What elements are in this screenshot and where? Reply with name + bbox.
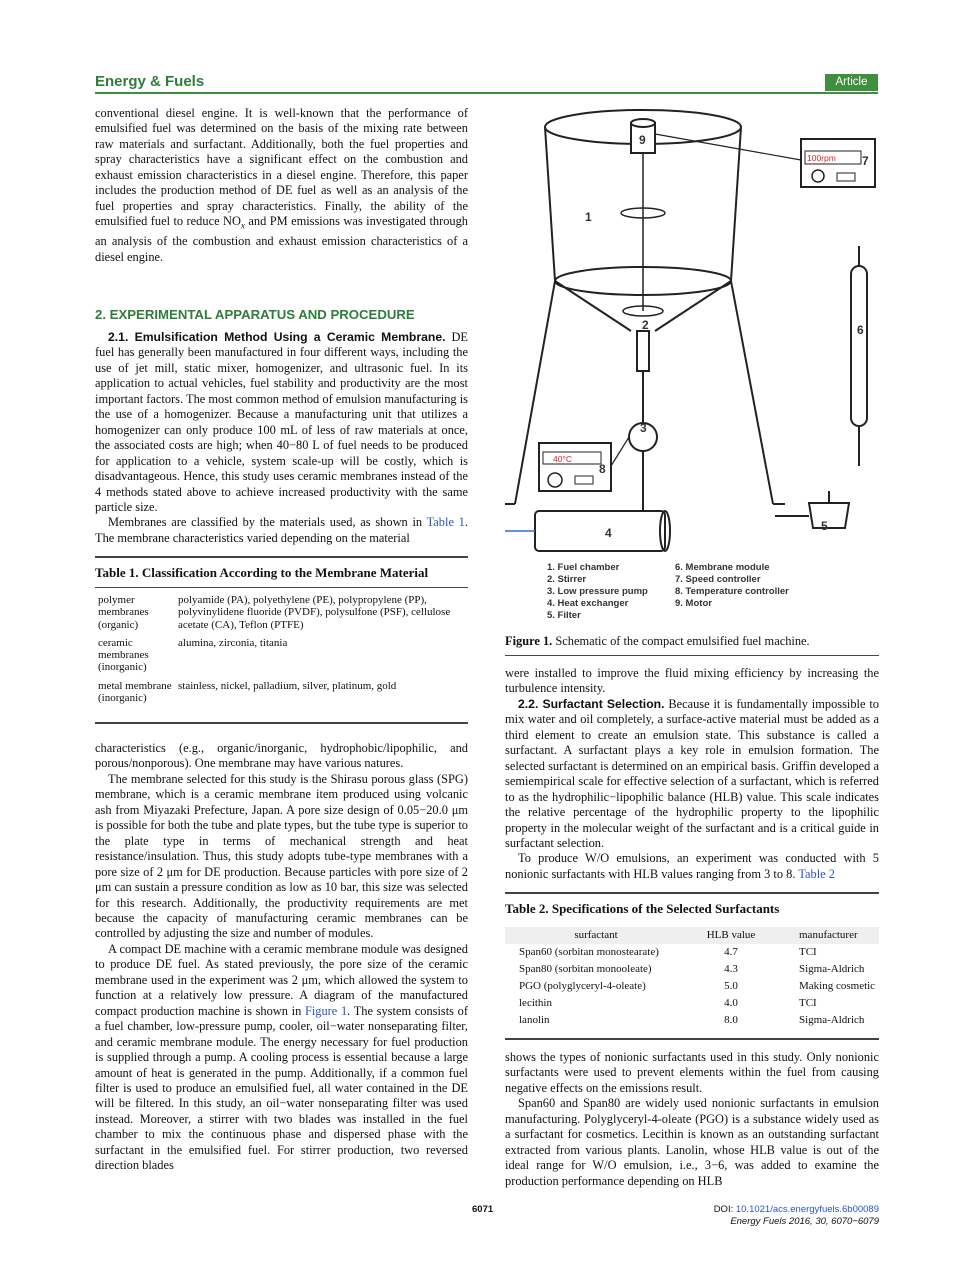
- table2-cell: 4.3: [724, 963, 738, 975]
- table1-type-cell: metal membrane (inorganic): [98, 679, 172, 705]
- intro-paragraph: conventional diesel engine. It is well-known that the performance of emulsified fuel was determined on the basis of the mixing rate between raw materials and surfactant. Additionally, both the fuel properties and spray characteristics have a significant effect on the combustion and exhaust emission characteristics in a diesel engine. Therefore, this paper includes the production method of DE fuel as well as an analysis of the fuel properties and spray characteristics. Finally, the ability of the emulsified fuel to reduce $NO_x$ and PM emissions was investigated through an analysis of the combustion and exhaust emission characteristics of a diesel engine.: [95, 106, 468, 264]
- table2-cell: 4.0: [724, 997, 738, 1009]
- label-2: 2: [642, 318, 649, 332]
- label-7: 7: [862, 154, 869, 168]
- heat-exchanger: [535, 511, 665, 551]
- subsection-2-2-heading: 2.2. Surfactant Selection.: [518, 696, 665, 711]
- figure1-rule: [505, 655, 879, 656]
- left-body-text: characteristics (e.g., organic/inorganic, hydrophobic/lipophilic, and porous/nonporous). One membrane may have various natures. The membrane selected for this study is the Shirasu porous glass (SPG) membrane, which is a ceramic membrane item produced using volcanic ash from Miyazaki Prefecture, Japan. A pore size design of 0.05−20.0 μm is possible for both the tube and plate types, but the tube type is superior to the plate type in terms of mechanical strength and heat resistance/insulation. Thus, this study adopts tube-type membranes with a pore size of 2 μm for DE production. Because particles with pore size of 2 μm can sustain a pressure condition as low as 10 bar, this size was selected for this research. Additionally, the productivity requirements are met because the capacity of manufacturing ceramic membranes can be controlled by adjusting the size and number of modules. A compact DE machine with a ceramic membrane module was designed to produce DE fuel. As stated previously, the pore size of the ceramic membrane used in the experiment was 2 μm, which allowed the system to function at a relatively low pressure. A diagram of the manufactured compact production machine is shown in Figure 1. The system consists of a fuel chamber, low-pressure pump, cooler, oil−water nonseparating filter, and ceramic membrane module. The energy necessary for fuel production is supplied through a pump. A cooling process is essential because a large amount of heat is generated in the pump. Additionally, if a common fuel filter is used to produce an emulsified fuel, all water contained in the DE will be filtered. In this study, an oil−water nonseparating filter was used instead. Moreover, a stirrer with two blades was installed in the fuel chamber to mix the continuous phase and dispersed phase with the surfactant in the emulsified fuel. For stirrer production, two reversed direction blades: [95, 741, 468, 1173]
- table2-cell: TCI: [799, 946, 817, 958]
- right-leg: [731, 281, 773, 504]
- table2-cell: Making cosmetic: [799, 980, 876, 992]
- citation: Energy Fuels 2016, 30, 6070−6079: [730, 1216, 879, 1227]
- table1-bottom-rule: [95, 722, 468, 724]
- article-type-badge: Article: [825, 74, 878, 91]
- section-2-1-text: 2.1. Emulsification Method Using a Ceramic Membrane. DE fuel has generally been manufactured in four different ways, including the use of jet mill, static mixer, homogenizer, and ultrasonic fuel. In its application to actual vehicles, fuel stability and productivity are the most important factors. The most common method of emulsion manufacturing is the use of a homogenizer. Because a manufacturing unit that utilizes a homogenizer can only produce 100 mL of less of raw materials at once, the associated costs are high; when 40−80 L of fuel needs to be produced for application to a vehicle, system scale-up will be costly, which is disadvantageous. Hence, this study uses ceramic membranes instead of the 4 methods stated above to achieve increased productivity with the same particle size. Membranes are classified by the materials used, as shown in Table 1. The membrane characteristics varied depending on the material: [95, 330, 468, 545]
- table2-top-rule: [505, 892, 879, 894]
- table2-header: HLB value: [706, 929, 756, 941]
- table2-cell: PGO (polyglyceryl-4-oleate): [519, 980, 646, 992]
- legend-1: 1. Fuel chamber: [547, 562, 620, 573]
- legend-3: 3. Low pressure pump: [547, 586, 648, 597]
- chamber-left-wall: [545, 127, 555, 281]
- table1-row: [98, 637, 468, 680]
- table2-cell: Sigma-Aldrich: [799, 1014, 865, 1026]
- table2-cell: Sigma-Aldrich: [799, 963, 865, 975]
- legend-4: 4. Heat exchanger: [547, 598, 629, 609]
- figure1-schematic: [505, 96, 879, 626]
- label-1: 1: [585, 210, 592, 224]
- figure1-link[interactable]: Figure 1: [304, 1003, 348, 1018]
- table1-mid-rule: [95, 587, 468, 588]
- table2-cell: 5.0: [724, 980, 738, 992]
- legend-7: 7. Speed controller: [675, 574, 761, 585]
- legend-2: 2. Stirrer: [547, 574, 587, 585]
- table2-cell: 8.0: [724, 1014, 738, 1026]
- doi-line: DOI: 10.1021/acs.energyfuels.6b00089: [713, 1204, 879, 1215]
- table1-row: [98, 594, 468, 637]
- table1-materials-cell: alumina, zirconia, titania: [178, 636, 288, 649]
- membrane-module: [851, 266, 867, 426]
- table2-cell: Span80 (sorbitan monooleate): [519, 963, 652, 975]
- temp-display: 40°C: [553, 454, 572, 464]
- table2-cell: lecithin: [519, 997, 552, 1009]
- legend-5: 5. Filter: [547, 610, 581, 621]
- table1-caption: Table 1. Classification According to the Membrane Material: [95, 565, 429, 580]
- table1-type-cell: polymer membranes (organic): [98, 594, 149, 631]
- header-rule: [95, 92, 878, 94]
- table2-cell: lanolin: [519, 1014, 550, 1026]
- label-6: 6: [857, 323, 864, 337]
- table2-row: [505, 944, 879, 961]
- table2-cell: TCI: [799, 997, 817, 1009]
- page-number: 6071: [472, 1204, 494, 1215]
- table2-bottom-rule: [505, 1038, 879, 1040]
- legend-6: 6. Membrane module: [675, 562, 770, 573]
- table1-materials-cell: stainless, nickel, palladium, silver, platinum, gold: [178, 679, 397, 692]
- table2-row: [505, 995, 879, 1012]
- table2-cell: 4.7: [724, 946, 738, 958]
- figure1-caption: Figure 1. Schematic of the compact emulsified fuel machine.: [505, 634, 810, 648]
- chamber-right-wall: [731, 127, 741, 281]
- label-5: 5: [821, 519, 828, 533]
- filter: [809, 503, 849, 528]
- chamber-outlet: [637, 331, 649, 371]
- legend-8: 8. Temperature controller: [675, 586, 789, 597]
- section-2-heading: 2. EXPERIMENTAL APPARATUS AND PROCEDURE: [95, 307, 415, 322]
- table2-link[interactable]: Table 2: [798, 866, 835, 881]
- table2-row: [505, 1012, 879, 1029]
- table1-materials-cell: polyamide (PA), polyethylene (PE), polypropylene (PP), polyvinylidene fluoride (PVDF), polysulfone (PSF), cellulose acetate (CA), Teflon (PTFE): [178, 594, 451, 631]
- journal-title: Energy & Fuels: [95, 73, 205, 90]
- left-leg: [515, 281, 555, 504]
- table1: [98, 594, 468, 710]
- label-3: 3: [640, 421, 647, 435]
- subsection-2-1-heading: 2.1. Emulsification Method Using a Ceramic Membrane.: [108, 330, 446, 344]
- table2-cell: Span60 (sorbitan monostearate): [519, 946, 659, 958]
- label-8: 8: [599, 462, 606, 476]
- table2-row: [505, 978, 879, 995]
- speed-display: 100rpm: [807, 153, 836, 163]
- table2-header: surfactant: [574, 929, 618, 941]
- right-body-text-2: shows the types of nonionic surfactants used in this study. Only nonionic surfactants were used to prevent elements within the fuel from causing negative effects on the emissions result. Span60 and Span80 are widely used nonionic surfactants in emulsion manufacturing. Polyglyceryl-4-oleate (PGO) is a substance widely used as a surfactant for cosmetics. Lecithin is known as an outstanding surfactant extracted from various plants. Lanolin, whose HLB value is out of the ideal range for W/O emulsion, i.e., 3−6, was added to examine the production performance depending on HLB: [505, 1050, 879, 1188]
- legend-9: 9. Motor: [675, 598, 712, 609]
- table1-top-rule: [95, 556, 468, 558]
- table1-link[interactable]: Table 1: [426, 515, 465, 530]
- table2-header: manufacturer: [799, 929, 858, 941]
- right-body-text: were installed to improve the fluid mixing efficiency by increasing the turbulence intensity. 2.2. Surfactant Selection. Because it is fundamentally impossible to mix water and oil completely, a surface-active material must be added as a third element to create an emulsion state. This substance is called a surfactant. A surfactant plays a key role in emulsion formation. The selected surfactant is determined on an empirical basis. Griffin developed a semiempirical scale for effective selection of a surfactant, which is referred to as the hydrophilic−lipophilic balance (HLB) value. This scale indicates the relative percentage of the hydrophilic property to the lipophilic property in the molecular weight of the surfactant and is a critical guide in surfactant selection. To produce W/O emulsions, an experiment was conducted with 5 nonionic surfactants with HLB values ranging from 3 to 8. Table 2: [505, 666, 879, 881]
- table2: [505, 927, 879, 1029]
- doi-link[interactable]: 10.1021/acs.energyfuels.6b00089: [735, 1204, 879, 1215]
- table2-row: [505, 961, 879, 978]
- table2-caption: Table 2. Specifications of the Selected Surfactants: [505, 901, 780, 916]
- label-4: 4: [605, 526, 612, 540]
- label-9: 9: [639, 133, 646, 147]
- table1-type-cell: ceramic membranes (inorganic): [98, 636, 149, 674]
- table1-row: [98, 680, 468, 711]
